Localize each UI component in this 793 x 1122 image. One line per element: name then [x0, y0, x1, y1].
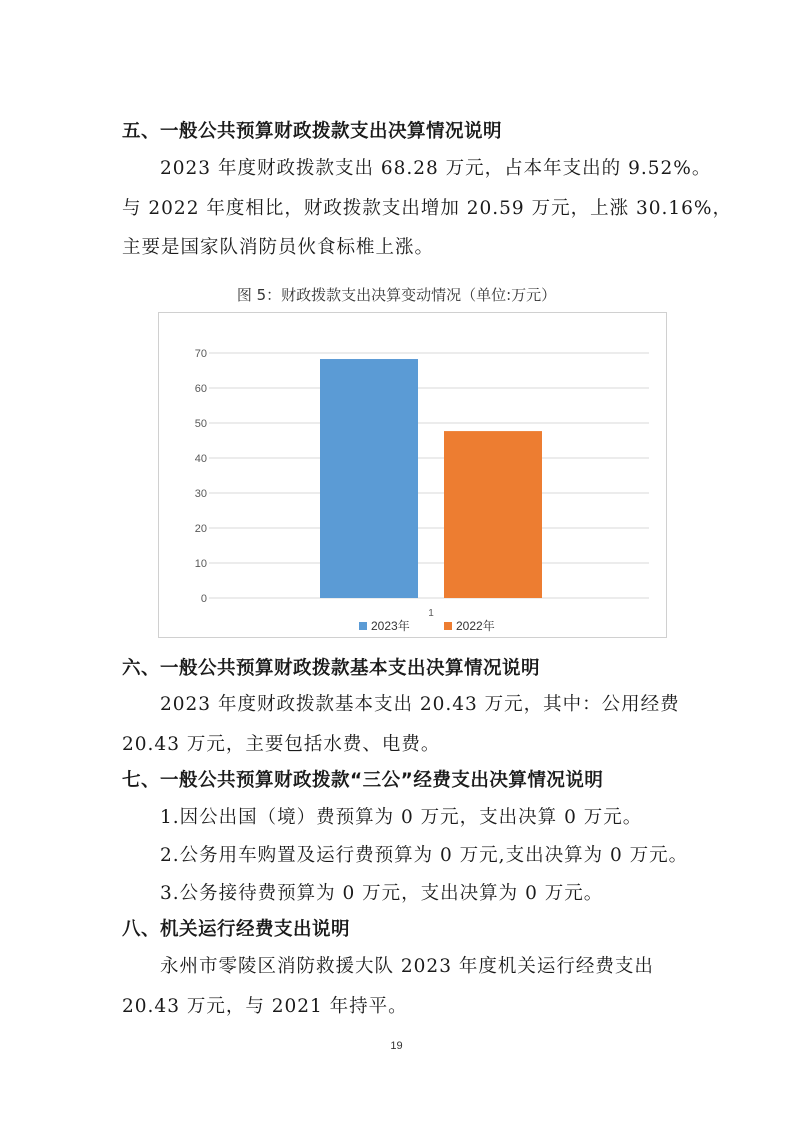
section-5-heading: 五、一般公共预算财政拨款支出决算情况说明: [122, 121, 503, 142]
paragraph-line: 2023 年度财政拨款支出 68.28 万元，占本年支出的 9.52%。: [160, 158, 712, 179]
bar-chart: [158, 312, 667, 638]
y-tick-label: 10: [194, 558, 207, 570]
paragraph-line: 永州市零陵区消防救援大队 2023 年度机关运行经费支出: [160, 956, 654, 977]
paragraph-line: 主要是国家队消防员伙食标椎上涨。: [122, 237, 435, 258]
y-tick-label: 0: [200, 593, 207, 605]
paragraph-line: 2.公务用车购置及运行费预算为 0 万元,支出决算为 0 万元。: [160, 845, 689, 866]
x-tick-label: 1: [428, 608, 434, 619]
y-tick-label: 40: [194, 453, 207, 465]
paragraph-line: 2023 年度财政拨款基本支出 20.43 万元，其中：公用经费: [160, 694, 680, 715]
legend-label: 2023年: [371, 619, 410, 633]
paragraph-line: 3.公务接待费预算为 0 万元，支出决算为 0 万元。: [160, 883, 604, 904]
section-8-heading: 八、机关运行经费支出说明: [122, 919, 351, 940]
y-tick-label: 50: [194, 418, 207, 430]
section-7-heading: 七、一般公共预算财政拨款“三公”经费支出决算情况说明: [122, 770, 604, 791]
bar-2023年: [320, 359, 418, 598]
paragraph-line: 1.因公出国（境）费预算为 0 万元，支出决算 0 万元。: [160, 807, 643, 828]
y-tick-label: 60: [194, 383, 207, 395]
section-6-heading: 六、一般公共预算财政拨款基本支出决算情况说明: [122, 658, 541, 679]
page-number: 19: [390, 1040, 403, 1052]
legend-label: 2022年: [456, 619, 495, 633]
bar-2022年: [444, 431, 542, 598]
y-tick-label: 20: [194, 523, 207, 535]
legend-swatch: [359, 622, 367, 630]
figure-caption: 图 5：财政拨款支出决算变动情况（单位:万元）: [236, 286, 557, 304]
y-tick-label: 70: [194, 348, 207, 360]
paragraph-line: 20.43 万元，与 2021 年持平。: [122, 996, 408, 1017]
chart-svg: [159, 313, 666, 637]
paragraph-line: 20.43 万元，主要包括水费、电费。: [122, 734, 441, 755]
legend-swatch: [444, 622, 452, 630]
y-tick-label: 30: [194, 488, 207, 500]
paragraph-line: 与 2022 年度相比，财政拨款支出增加 20.59 万元，上涨 30.16%，: [122, 198, 732, 219]
